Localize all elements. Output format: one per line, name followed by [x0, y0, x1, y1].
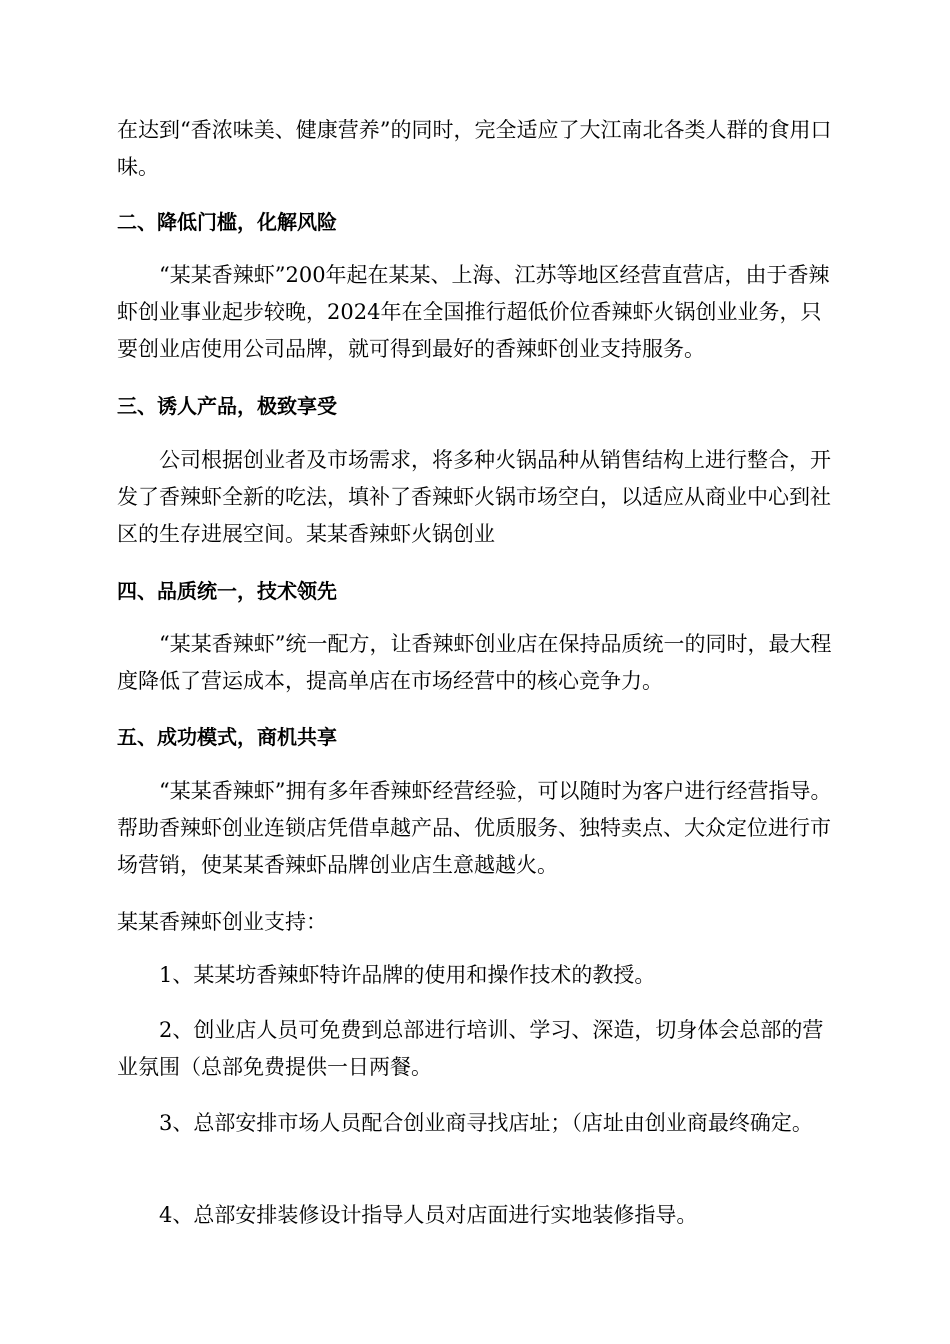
paragraph-continuation: 在达到“香浓味美、健康营养”的同时，完全适应了大江南北各类人群的食用口味。 — [117, 118, 832, 179]
section-heading-2: 二、降低门槛，化解风险 — [117, 210, 337, 234]
paragraph-section-3: 公司根据创业者及市场需求，将多种火锅品种从销售结构上进行整合，开发了香辣虾全新的吃法，填补了香辣虾火锅市场空白，以适应从商业中心到社区的生存进展空间。某某香辣虾火锅创业 — [117, 448, 831, 546]
paragraph-section-2: “某某香辣虾”200年起在某某、上海、江苏等地区经营直营店，由于香辣虾创业事业起步较晚，2024年在全国推行超低价位香辣虾火锅创业业务，只要创业店使用公司品牌，就可得到最好的香辣虾创业支持服务。 — [117, 263, 830, 361]
support-item-1: 1、某某坊香辣虾特许品牌的使用和操作技术的教授。 — [159, 963, 656, 987]
paragraph-section-4: “某某香辣虾”统一配方，让香辣虾创业店在保持品质统一的同时，最大程度降低了营运成本，提高单店在市场经营中的核心竞争力。 — [117, 632, 832, 693]
support-item-4: 4、总部安排装修设计指导人员对店面进行实地装修指导。 — [159, 1203, 698, 1227]
support-item-2: 2、创业店人员可免费到总部进行培训、学习、深造，切身体会总部的营业氛围（总部免费提供一日两餐。 — [117, 1018, 824, 1079]
section-heading-5: 五、成功模式，商机共享 — [117, 725, 337, 749]
support-item-3: 3、总部安排市场人员配合创业商寻找店址；（店址由创业商最终确定。 — [159, 1111, 813, 1135]
paragraph-section-5: “某某香辣虾”拥有多年香辣虾经营经验，可以随时为客户进行经营指导。帮助香辣虾创业连锁店凭借卓越产品、优质服务、独特卖点、大众定位进行市场营销，使某某香辣虾品牌创业店生意越越火。 — [117, 779, 832, 877]
support-intro: 某某香辣虾创业支持： — [117, 910, 327, 934]
section-heading-3: 三、诱人产品，极致享受 — [117, 394, 337, 418]
section-heading-4: 四、品质统一，技术领先 — [117, 579, 337, 603]
